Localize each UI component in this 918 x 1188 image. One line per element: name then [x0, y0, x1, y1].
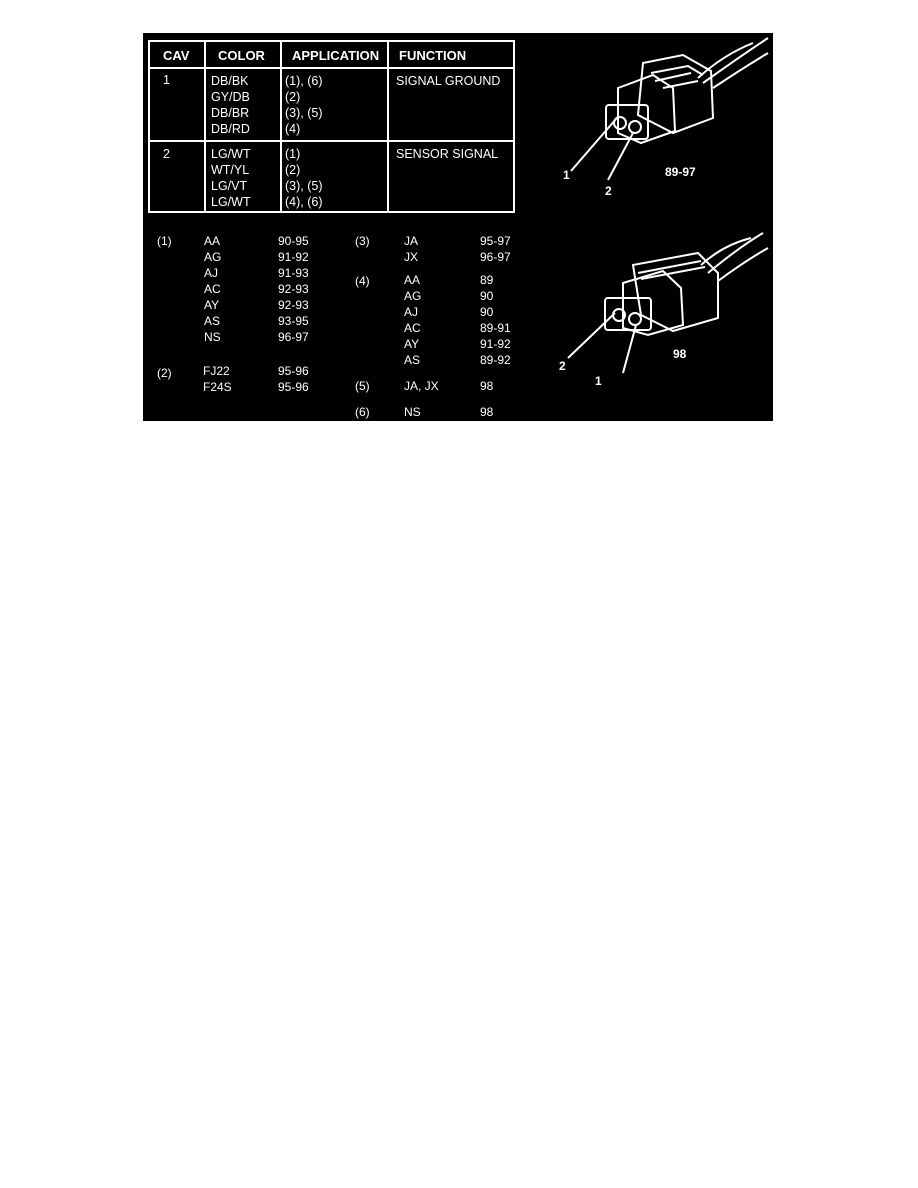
note-model: AS — [204, 314, 221, 328]
note-years: 89-92 — [480, 353, 511, 367]
color-cell: DB/BK — [211, 74, 249, 88]
note-model: AA — [204, 234, 221, 248]
note-years: 98 — [480, 379, 494, 393]
application-cell: (1) — [285, 147, 301, 161]
note-key: (4) — [355, 274, 370, 288]
note-years: 90-95 — [278, 234, 309, 248]
color-cell: DB/RD — [211, 122, 250, 136]
color-cell: LG/VT — [211, 179, 248, 193]
note-years: 98 — [480, 405, 494, 419]
note-years: 91-93 — [278, 266, 309, 280]
table-border-left — [148, 40, 150, 213]
note-key: (6) — [355, 405, 370, 419]
connector-pinout-figure — [143, 33, 773, 421]
header-color: COLOR — [218, 48, 265, 63]
note-key: (2) — [157, 366, 172, 380]
note-years: 92-93 — [278, 298, 309, 312]
note-model: FJ22 — [203, 364, 230, 378]
function-cell: SIGNAL GROUND — [396, 74, 501, 88]
color-cell: LG/WT — [211, 195, 251, 209]
note-model: AY — [204, 298, 220, 312]
application-cell: (4) — [285, 122, 301, 136]
connector-89-97-drawing — [571, 38, 768, 180]
note-key: (5) — [355, 379, 370, 393]
note-model: AJ — [404, 305, 419, 319]
connector-illustrations — [523, 33, 773, 421]
table-col-divider — [280, 40, 282, 213]
table-border-right — [513, 40, 515, 213]
header-application: APPLICATION — [292, 48, 380, 63]
application-cell: (3), (5) — [285, 106, 323, 120]
note-model: AA — [404, 273, 421, 287]
note-model: AY — [404, 337, 420, 351]
note-years: 96-97 — [480, 250, 511, 264]
color-cell: DB/BR — [211, 106, 250, 120]
note-model: JA, JX — [404, 379, 439, 393]
note-model: JX — [404, 250, 419, 264]
table-col-divider — [387, 40, 389, 213]
note-years: 91-92 — [278, 250, 309, 264]
note-model: AG — [404, 289, 422, 303]
color-cell: GY/DB — [211, 90, 250, 104]
note-model: AC — [404, 321, 421, 335]
note-model: F24S — [203, 380, 232, 394]
note-years: 95-96 — [278, 364, 309, 378]
pin-2-label: 2 — [605, 184, 612, 198]
application-cell: (1), (6) — [285, 74, 323, 88]
application-cell: (3), (5) — [285, 179, 323, 193]
note-years: 93-95 — [278, 314, 309, 328]
note-model: AG — [204, 250, 222, 264]
note-model: JA — [404, 234, 419, 248]
application-cell: (2) — [285, 163, 301, 177]
cav-cell: 2 — [163, 147, 170, 161]
note-years: 92-93 — [278, 282, 309, 296]
note-key: (3) — [355, 234, 370, 248]
note-years: 89 — [480, 273, 494, 287]
pin-1-label: 1 — [563, 168, 570, 182]
header-function: FUNCTION — [399, 48, 467, 63]
note-years: 90 — [480, 305, 494, 319]
color-cell: LG/WT — [211, 147, 251, 161]
color-cell: WT/YL — [211, 163, 250, 177]
connector-98-drawing — [568, 233, 768, 373]
year-label-89-97: 89-97 — [665, 165, 696, 179]
note-years: 95-97 — [480, 234, 511, 248]
note-model: AC — [204, 282, 221, 296]
table-col-divider — [204, 40, 206, 213]
function-cell: SENSOR SIGNAL — [396, 147, 499, 161]
note-key: (1) — [157, 234, 172, 248]
note-years: 96-97 — [278, 330, 309, 344]
note-model: NS — [404, 405, 421, 419]
note-years: 90 — [480, 289, 494, 303]
application-cell: (2) — [285, 90, 301, 104]
pin-1-label: 1 — [595, 374, 602, 388]
note-years: 91-92 — [480, 337, 511, 351]
year-label-98: 98 — [673, 347, 687, 361]
pin-2-label: 2 — [559, 359, 566, 373]
note-model: NS — [204, 330, 221, 344]
note-years: 95-96 — [278, 380, 309, 394]
note-model: AS — [404, 353, 421, 367]
header-cav: CAV — [163, 48, 190, 63]
cav-cell: 1 — [163, 73, 170, 87]
note-model: AJ — [204, 266, 219, 280]
note-years: 89-91 — [480, 321, 511, 335]
application-cell: (4), (6) — [285, 195, 323, 209]
